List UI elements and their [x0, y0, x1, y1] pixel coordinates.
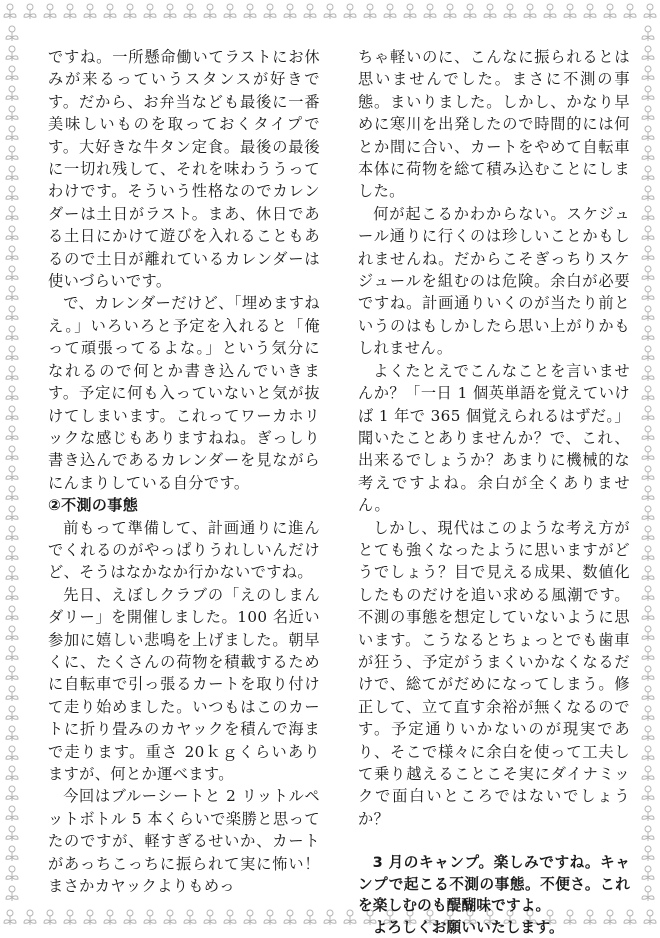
- sprout-flower-icon: [6, 266, 18, 281]
- sprout-flower-icon: [6, 646, 18, 661]
- left-column: [48, 46, 320, 897]
- sprout-flower-icon: [44, 910, 56, 925]
- sprout-flower-icon: [642, 686, 654, 701]
- sprout-flower-icon: [642, 546, 654, 561]
- sprout-flower-icon: [444, 4, 456, 19]
- sprout-flower-icon: [642, 866, 654, 881]
- sprout-flower-icon: [642, 366, 654, 381]
- sprout-flower-icon: [264, 910, 276, 925]
- left-paragraph-cart: 今回はブルーシートと 2 リットルペットボトル 5 本くらいで楽勝と思ってたのですが、軽すぎるせいか、カートがあっちこっちに振られて実に怖い！まさかカヤックよりもめっ: [48, 787, 320, 896]
- sprout-flower-icon: [642, 786, 654, 801]
- sprout-flower-icon: [6, 886, 18, 901]
- sprout-flower-icon: [364, 4, 376, 19]
- sprout-flower-icon: [6, 326, 18, 341]
- sprout-flower-icon: [642, 826, 654, 841]
- sprout-flower-icon: [6, 526, 18, 541]
- sprout-flower-icon: [24, 4, 36, 19]
- sprout-flower-icon: [644, 4, 656, 19]
- sprout-flower-icon: [642, 626, 654, 641]
- sprout-flower-icon: [642, 426, 654, 441]
- sprout-flower-icon: [6, 826, 18, 841]
- sprout-flower-icon: [6, 226, 18, 241]
- sprout-flower-icon: [6, 206, 18, 221]
- sprout-flower-icon: [642, 126, 654, 141]
- right-paragraph-modern-times: しかし、現代はこのような考え方がとても強くなったように思いますがどうでしょう？目で見える成果、数値化したものだけを追い求める風潮です。不測の事態を想定していないように思います。こうなるとちょっとでも歯車が狂う、予定がうまくいかなくなるだけで、総てがだめになってしまう。修正して、立て直す余裕が無くなるのです。予定通りいかないのが現実であり、そこで様々に余白を使って工夫して乗り越えることこそ実にダイナミックで面白いところではないでしょうか？: [358, 518, 630, 828]
- sprout-flower-icon: [384, 4, 396, 19]
- sprout-flower-icon: [104, 4, 116, 19]
- closing-camp-note: 3 月のキャンプ。楽しみですね。キャンプで起こる不測の事態。不便さ。これを楽しむのも醍醐味ですよ。: [358, 854, 630, 915]
- sprout-flower-icon: [184, 910, 196, 925]
- sprout-flower-icon: [6, 26, 18, 41]
- sprout-flower-icon: [6, 866, 18, 881]
- sprout-flower-icon: [224, 4, 236, 19]
- sprout-flower-icon: [144, 4, 156, 19]
- sprout-flower-icon: [6, 486, 18, 501]
- right-paragraph-schedule: 何が起こるかわからない。スケジュール通りに行くのは珍しいことかもしれませんね。だからこそぎっちりスケジュールを組むのは危険。余白が必要ですね。計画通りいくのが当たり前というのはもしかしたら思い上がりかもしれません。: [358, 204, 630, 358]
- sprout-flower-icon: [6, 106, 18, 121]
- sprout-flower-icon: [4, 4, 16, 19]
- sprout-flower-icon: [24, 910, 36, 925]
- sprout-flower-icon: [6, 586, 18, 601]
- sprout-flower-icon: [642, 226, 654, 241]
- sprout-flower-icon: [304, 4, 316, 19]
- left-paragraph-planning: 前もって準備して、計画通りに進んでくれるのがやっぱりうれしいんだけど、そうはなかなか行かないですね。: [48, 518, 320, 582]
- sprout-flower-icon: [504, 4, 516, 19]
- sprout-flower-icon: [642, 446, 654, 461]
- sprout-flower-icon: [6, 846, 18, 861]
- sprout-flower-icon: [6, 246, 18, 261]
- sprout-flower-icon: [642, 186, 654, 201]
- sprout-flower-icon: [524, 4, 536, 19]
- sprout-flower-icon: [642, 66, 654, 81]
- sprout-flower-icon: [44, 4, 56, 19]
- sprout-flower-icon: [64, 910, 76, 925]
- page-border-left: [0, 0, 28, 932]
- sprout-flower-icon: [6, 86, 18, 101]
- sprout-flower-icon: [6, 786, 18, 801]
- sprout-flower-icon: [244, 910, 256, 925]
- closing-message: [358, 852, 630, 938]
- sprout-flower-icon: [84, 4, 96, 19]
- sprout-flower-icon: [104, 910, 116, 925]
- right-paragraph-vocabulary: よくたとえでこんなことを言いませんか？「一日 1 個英単語を覚えていけば 1 年で 365 個覚えられるはずだ。」聞いたことありませんか？で、これ、出来るでしょうか？あまりに機械的な考えですよね。余白が全くありません。: [358, 361, 630, 515]
- sprout-flower-icon: [284, 910, 296, 925]
- sprout-flower-icon: [124, 4, 136, 19]
- sprout-flower-icon: [6, 466, 18, 481]
- sprout-flower-icon: [642, 586, 654, 601]
- sprout-flower-icon: [642, 766, 654, 781]
- sprout-flower-icon: [344, 910, 356, 925]
- sprout-flower-icon: [284, 4, 296, 19]
- sprout-flower-icon: [642, 706, 654, 721]
- sprout-flower-icon: [644, 910, 656, 925]
- sprout-flower-icon: [144, 910, 156, 925]
- sprout-flower-icon: [642, 46, 654, 61]
- sprout-flower-icon: [544, 4, 556, 19]
- sprout-flower-icon: [6, 446, 18, 461]
- sprout-flower-icon: [6, 286, 18, 301]
- sprout-flower-icon: [6, 306, 18, 321]
- sprout-flower-icon: [204, 4, 216, 19]
- border-left-pattern: [0, 0, 28, 932]
- sprout-flower-icon: [484, 4, 496, 19]
- sprout-flower-icon: [642, 726, 654, 741]
- page-border-right: [632, 0, 660, 932]
- sprout-flower-icon: [642, 606, 654, 621]
- sprout-flower-icon: [642, 146, 654, 161]
- sprout-flower-icon: [6, 706, 18, 721]
- sprout-flower-icon: [642, 246, 654, 261]
- sprout-flower-icon: [642, 206, 654, 221]
- sprout-flower-icon: [6, 606, 18, 621]
- sprout-flower-icon: [404, 4, 416, 19]
- sprout-flower-icon: [324, 910, 336, 925]
- sprout-flower-icon: [6, 366, 18, 381]
- border-right-pattern: [632, 0, 660, 932]
- page-border-top: [0, 0, 660, 28]
- left-intro-paragraph: ですね。一所懸命働いてラストにお休みが来るっていうスタンスが好きです。だから、お弁当なども最後に一番美味しいものを取っておくタイプです。大好きな牛タン定食。最後の最後に一切れ残して、それを味わううってわけです。そういう性格なのでカレンダーは土日がラスト。まあ、休日である土日にかけて遊びを入れることもあるので土日が離れているカレンダーは使いづらいです。: [48, 48, 320, 291]
- right-paragraph-continuation: ちゃ軽いのに、こんなに振られるとは思いませんでした。まさに不測の事態。まいりました。しかし、かなり早めに寒川を出発したので時間的には何とか間に合い、カートをやめて自転車本体に荷物を総て積み込むことにしました。: [358, 48, 630, 201]
- sprout-flower-icon: [324, 4, 336, 19]
- sprout-flower-icon: [6, 766, 18, 781]
- sprout-flower-icon: [6, 186, 18, 201]
- sprout-flower-icon: [6, 386, 18, 401]
- sprout-flower-icon: [264, 4, 276, 19]
- sprout-flower-icon: [604, 4, 616, 19]
- left-paragraph-event: 先日、えぼしクラブの「えのしまんダリー」を開催しました。100 名近い参加に嬉しい悲鳴を上げました。朝早くに、たくさんの荷物を積載するために自転車で引っ張るカートを取り付けて走り始めました。いつもはこのカートに折り畳みのカヤックを積んで海まで走ります。重さ 20ｋｇくらいありますが、何とか運べます。: [48, 585, 320, 783]
- sprout-flower-icon: [642, 286, 654, 301]
- sprout-flower-icon: [224, 910, 236, 925]
- sprout-flower-icon: [6, 426, 18, 441]
- sprout-flower-icon: [64, 4, 76, 19]
- sprout-flower-icon: [184, 4, 196, 19]
- sprout-flower-icon: [642, 106, 654, 121]
- sprout-flower-icon: [6, 546, 18, 561]
- sprout-flower-icon: [642, 526, 654, 541]
- sprout-flower-icon: [642, 166, 654, 181]
- sprout-flower-icon: [6, 146, 18, 161]
- sprout-flower-icon: [6, 626, 18, 641]
- border-top-pattern: [0, 0, 660, 28]
- sprout-flower-icon: [642, 886, 654, 901]
- sprout-flower-icon: [642, 26, 654, 41]
- sprout-flower-icon: [642, 746, 654, 761]
- sprout-flower-icon: [642, 466, 654, 481]
- sprout-flower-icon: [6, 46, 18, 61]
- sprout-flower-icon: [642, 266, 654, 281]
- sprout-flower-icon: [642, 806, 654, 821]
- sprout-flower-icon: [6, 126, 18, 141]
- sprout-flower-icon: [642, 506, 654, 521]
- sprout-flower-icon: [84, 910, 96, 925]
- sprout-flower-icon: [164, 910, 176, 925]
- right-column: [358, 46, 630, 938]
- sprout-flower-icon: [642, 646, 654, 661]
- sprout-flower-icon: [6, 666, 18, 681]
- sprout-flower-icon: [4, 910, 16, 925]
- sprout-flower-icon: [6, 346, 18, 361]
- sprout-flower-icon: [6, 406, 18, 421]
- sprout-flower-icon: [6, 166, 18, 181]
- sprout-flower-icon: [6, 66, 18, 81]
- sprout-flower-icon: [584, 4, 596, 19]
- sprout-flower-icon: [6, 726, 18, 741]
- sprout-flower-icon: [642, 386, 654, 401]
- sprout-flower-icon: [624, 4, 636, 19]
- sprout-flower-icon: [344, 4, 356, 19]
- left-paragraph-calendar: で、カレンダーだけど、「埋めますねえ。」いろいろと予定を入れると「俺って頑張ってるよな。」という気分になれるので何とか書き込んでいきます。予定に何も入っていないと気が抜けてしまいます。これってワーカホリックな感じもありますねね。ぎっしり書き込んであるカレンダーを見ながらにんまりしている自分です。: [48, 294, 320, 492]
- sprout-flower-icon: [164, 4, 176, 19]
- sprout-flower-icon: [6, 506, 18, 521]
- sprout-flower-icon: [642, 346, 654, 361]
- sprout-flower-icon: [642, 846, 654, 861]
- sprout-flower-icon: [244, 4, 256, 19]
- sprout-flower-icon: [642, 306, 654, 321]
- sprout-flower-icon: [564, 4, 576, 19]
- sprout-flower-icon: [6, 566, 18, 581]
- sprout-flower-icon: [6, 806, 18, 821]
- sprout-flower-icon: [6, 746, 18, 761]
- sprout-flower-icon: [6, 686, 18, 701]
- sprout-flower-icon: [642, 486, 654, 501]
- sprout-flower-icon: [642, 666, 654, 681]
- sprout-flower-icon: [464, 4, 476, 19]
- sprout-flower-icon: [424, 4, 436, 19]
- sprout-flower-icon: [642, 406, 654, 421]
- sprout-flower-icon: [642, 326, 654, 341]
- sprout-flower-icon: [204, 910, 216, 925]
- section-heading-unexpected-events: ②不測の事態: [48, 496, 139, 515]
- sprout-flower-icon: [642, 566, 654, 581]
- sprout-flower-icon: [304, 910, 316, 925]
- sprout-flower-icon: [124, 910, 136, 925]
- closing-regards: よろしくお願いいたします。: [372, 918, 564, 936]
- sprout-flower-icon: [642, 86, 654, 101]
